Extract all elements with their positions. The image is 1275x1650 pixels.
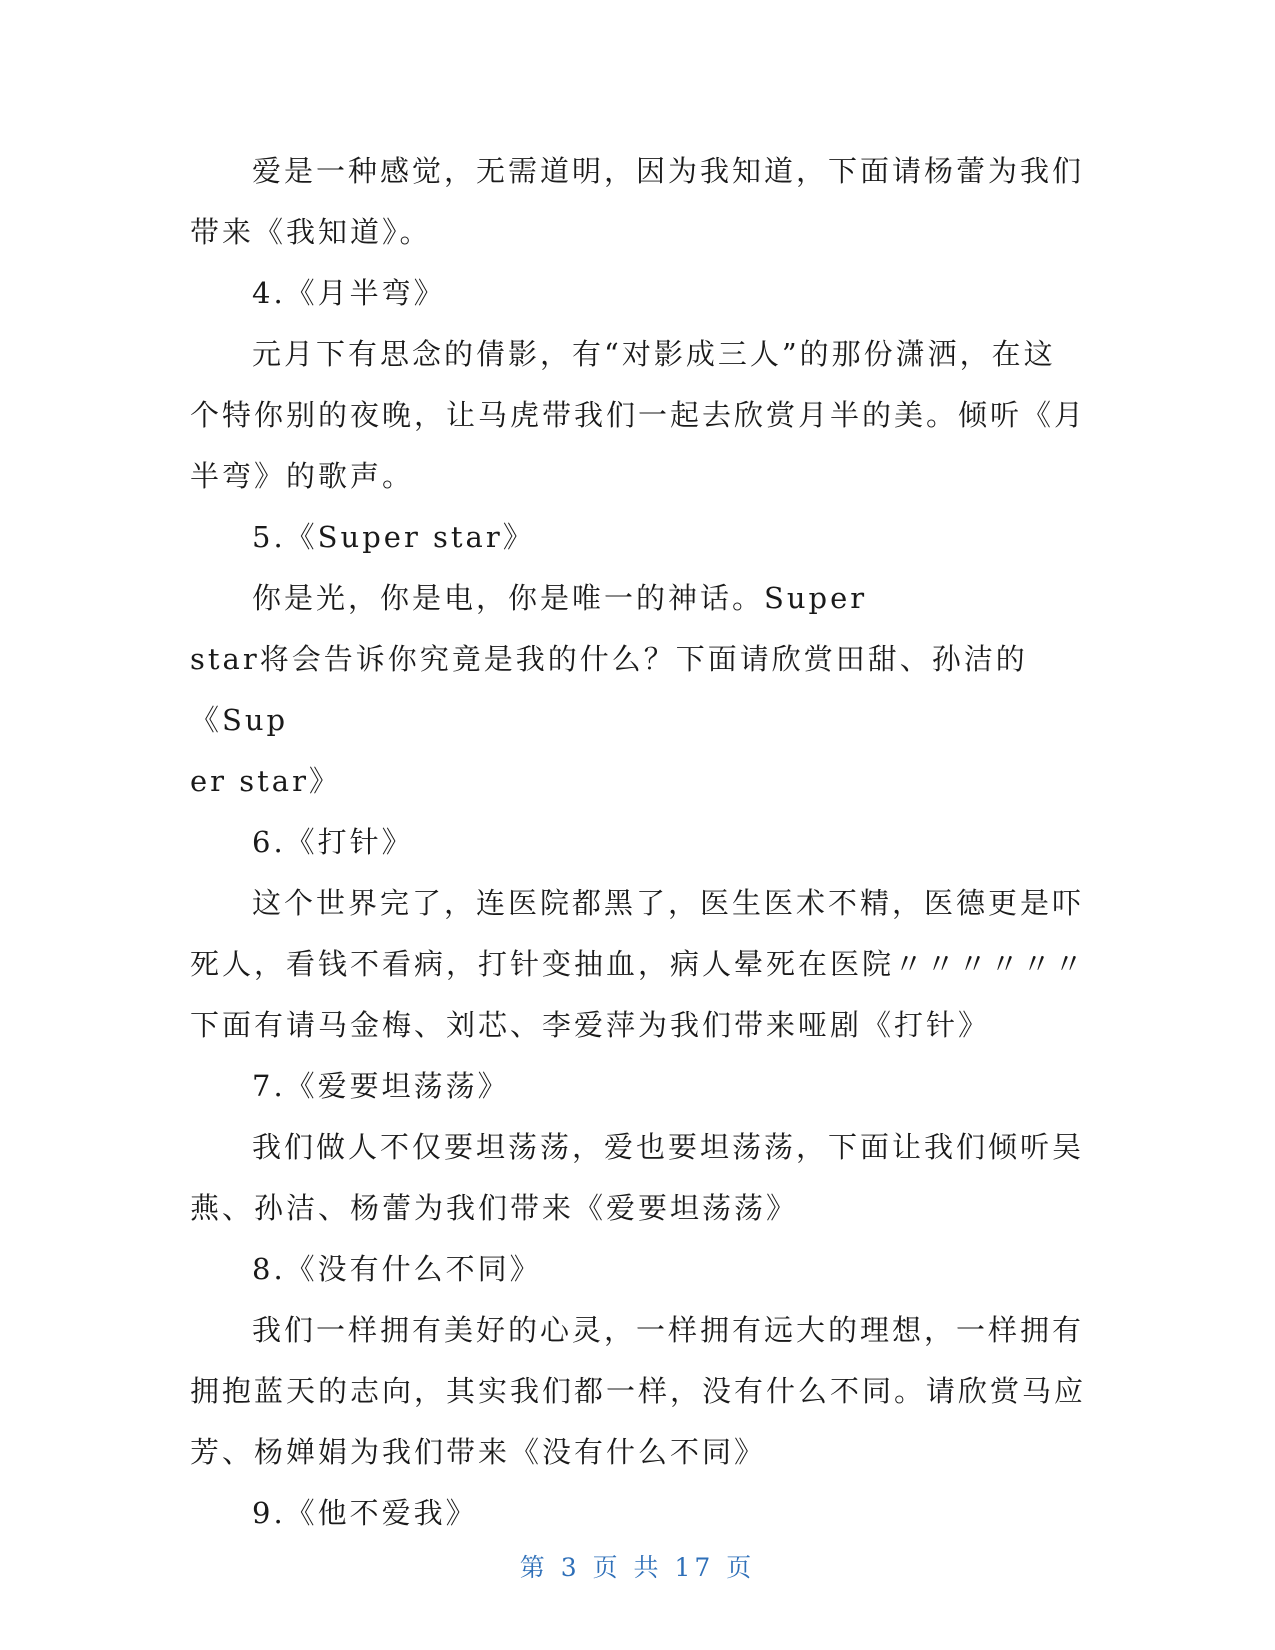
program-heading-4: [190, 263, 1090, 324]
program-heading-6: [190, 812, 1090, 873]
text-line: 个特你别的夜晚，让马虎带我们一起去欣赏月半的美。倾听《月: [190, 398, 1087, 432]
text-line: er star》: [190, 764, 341, 798]
heading-line: 6.《打针》: [252, 825, 414, 859]
text-line: 燕、孙洁、杨蕾为我们带来《爱要坦荡荡》: [190, 1191, 799, 1225]
heading-line: 5.《Super star》: [252, 520, 535, 554]
text-line: 这个世界完了，连医院都黑了，医生医术不精，医德更是吓: [252, 886, 1085, 920]
paragraph-intro-dazhen: [190, 873, 1090, 1056]
text-line: 元月下有思念的倩影，有“对影成三人”的那份潇洒，在这: [252, 337, 1056, 371]
text-line: 芳、杨婵娟为我们带来《没有什么不同》: [190, 1435, 767, 1469]
heading-line: 8.《没有什么不同》: [252, 1252, 542, 1286]
program-heading-5: [190, 507, 1090, 568]
text-line: 爱是一种感觉，无需道明，因为我知道，下面请杨蕾为我们: [252, 154, 1085, 188]
paragraph-intro-wozhidao: [190, 141, 1090, 263]
text-line: 下面有请马金梅、刘芯、李爱萍为我们带来哑剧《打针》: [190, 1008, 991, 1042]
paragraph-intro-superstar: [190, 568, 1090, 812]
text-line: star将会告诉你究竟是我的什么？下面请欣赏田甜、孙洁的《Sup: [190, 642, 1028, 737]
text-line: 拥抱蓝天的志向，其实我们都一样，没有什么不同。请欣赏马应: [190, 1374, 1087, 1408]
text-line: 半弯》的歌声。: [190, 459, 415, 493]
document-body: [190, 141, 1090, 1544]
text-line: 我们做人不仅要坦荡荡，爱也要坦荡荡，下面让我们倾听吴: [252, 1130, 1085, 1164]
heading-line: 7.《爱要坦荡荡》: [252, 1069, 510, 1103]
text-line: 带来《我知道》。: [190, 215, 432, 249]
program-heading-7: [190, 1056, 1090, 1117]
page-number-footer: 第 3 页 共 17 页: [519, 1553, 756, 1582]
paragraph-intro-yuebanwan: [190, 324, 1090, 507]
paragraph-intro-aiyaotandangdang: [190, 1117, 1090, 1239]
text-line: 死人，看钱不看病，打针变抽血，病人晕死在医院〃〃〃〃〃〃: [190, 947, 1087, 981]
program-heading-9: [190, 1483, 1090, 1544]
paragraph-intro-meiyoushenmebutong: [190, 1300, 1090, 1483]
heading-line: 9.《他不爱我》: [252, 1496, 478, 1530]
program-heading-8: [190, 1239, 1090, 1300]
heading-line: 4.《月半弯》: [252, 276, 446, 310]
text-line: 我们一样拥有美好的心灵，一样拥有远大的理想，一样拥有: [252, 1313, 1085, 1347]
text-line: 你是光，你是电，你是唯一的神话。Super: [252, 581, 868, 615]
